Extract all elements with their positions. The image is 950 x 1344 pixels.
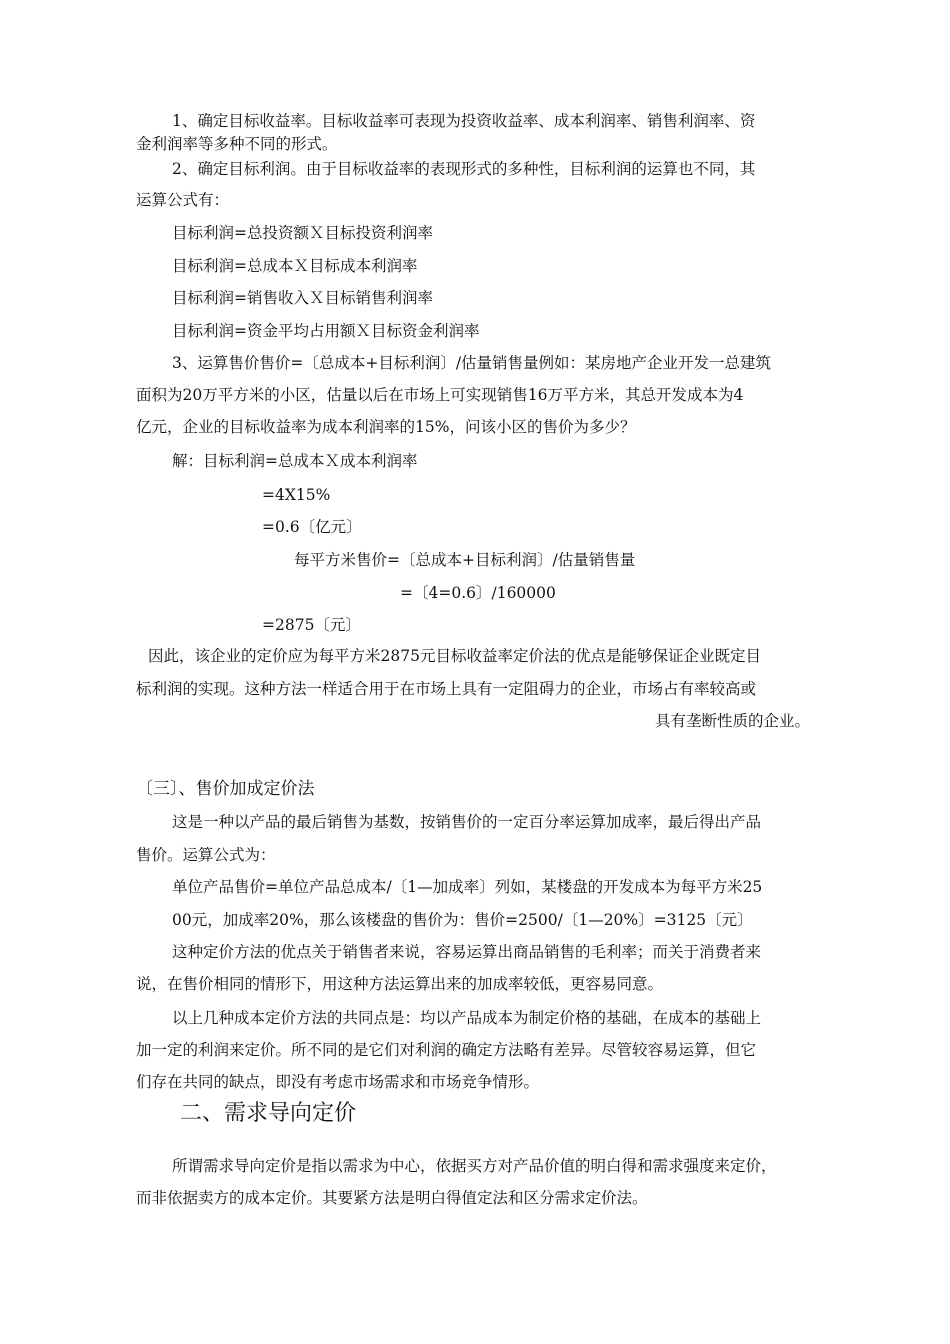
- formula-line: 目标利润=总成本Ｘ目标成本利润率: [172, 257, 418, 275]
- paragraph-line: 标利润的实现。这种方法一样适合用于在市场上具有一定阻碍力的企业，市场占有率较高或: [136, 680, 757, 698]
- solution-line: =0.6〔亿元〕: [262, 518, 362, 536]
- paragraph-line: 金利润率等多种不同的形式。: [136, 135, 338, 153]
- paragraph-line: 2、确定目标利润。由于目标收益率的表现形式的多种性，目标利润的运算也不同，其: [172, 160, 756, 178]
- paragraph-line: 运算公式有：: [136, 191, 230, 209]
- paragraph-line: 亿元，企业的目标收益率为成本利润率的15%，问该小区的售价为多少？: [136, 418, 636, 436]
- paragraph-line: 说，在售价相同的情形下，用这种方法运算出来的加成率较低，更容易同意。: [136, 975, 664, 993]
- paragraph-line: 加一定的利润来定价。所不同的是它们对利润的确定方法略有差异。尽管较容易运算，但它: [136, 1041, 757, 1059]
- chapter-heading: 二、需求导向定价: [180, 1101, 357, 1126]
- paragraph-line: 具有垄断性质的企业。: [654, 712, 810, 730]
- formula-line: 单位产品售价=单位产品总成本/〔1—加成率〕列如，某楼盘的开发成本为每平方米25: [172, 878, 763, 896]
- formula-line: 00元，加成率20%，那么该楼盘的售价为：售价=2500/〔1—20%〕=3125〔元〕: [172, 911, 753, 929]
- paragraph-line: 们存在共同的缺点，即没有考虑市场需求和市场竞争情形。: [136, 1073, 540, 1091]
- formula-line: 目标利润=销售收入Ｘ目标销售利润率: [172, 289, 433, 307]
- solution-line: =〔4=0.6〕/160000: [400, 584, 556, 602]
- paragraph-line: 而非依据卖方的成本定价。其要紧方法是明白得值定法和区分需求定价法。: [136, 1189, 648, 1207]
- paragraph-line: 这种定价方法的优点关于销售者来说，容易运算出商品销售的毛利率；而关于消费者来: [172, 943, 762, 961]
- paragraph-line: 售价。运算公式为：: [136, 846, 276, 864]
- paragraph-line: 所谓需求导向定价是指以需求为中心，依据买方对产品价值的明白得和需求强度来定价，: [172, 1157, 777, 1175]
- solution-line: 每平方米售价=〔总成本+目标利润〕/估量销售量: [294, 551, 636, 569]
- solution-line: 解：目标利润=总成本Ｘ成本利润率: [172, 452, 418, 470]
- paragraph-line: 3、运算售价售价=〔总成本+目标利润〕/估量销售量例如：某房地产企业开发一总建筑: [172, 354, 772, 372]
- section-heading: 〔三〕、售价加成定价法: [136, 779, 315, 799]
- paragraph-line: 因此，该企业的定价应为每平方米2875元目标收益率定价法的优点是能够保证企业既定目: [148, 647, 761, 665]
- solution-line: =2875〔元〕: [262, 616, 361, 634]
- formula-line: 目标利润=总投资额Ｘ目标投资利润率: [172, 224, 433, 242]
- solution-line: =4X15%: [262, 486, 331, 504]
- paragraph-line: 面积为20万平方米的小区，估量以后在市场上可实现销售16万平方米，其总开发成本为4: [136, 386, 744, 404]
- paragraph-line: 1、确定目标收益率。目标收益率可表现为投资收益率、成本利润率、销售利润率、资: [172, 112, 756, 130]
- paragraph-line: 以上几种成本定价方法的共同点是：均以产品成本为制定价格的基础，在成本的基础上: [172, 1009, 762, 1027]
- formula-line: 目标利润=资金平均占用额Ｘ目标资金利润率: [172, 322, 480, 340]
- paragraph-line: 这是一种以产品的最后销售为基数，按销售价的一定百分率运算加成率，最后得出产品: [172, 813, 762, 831]
